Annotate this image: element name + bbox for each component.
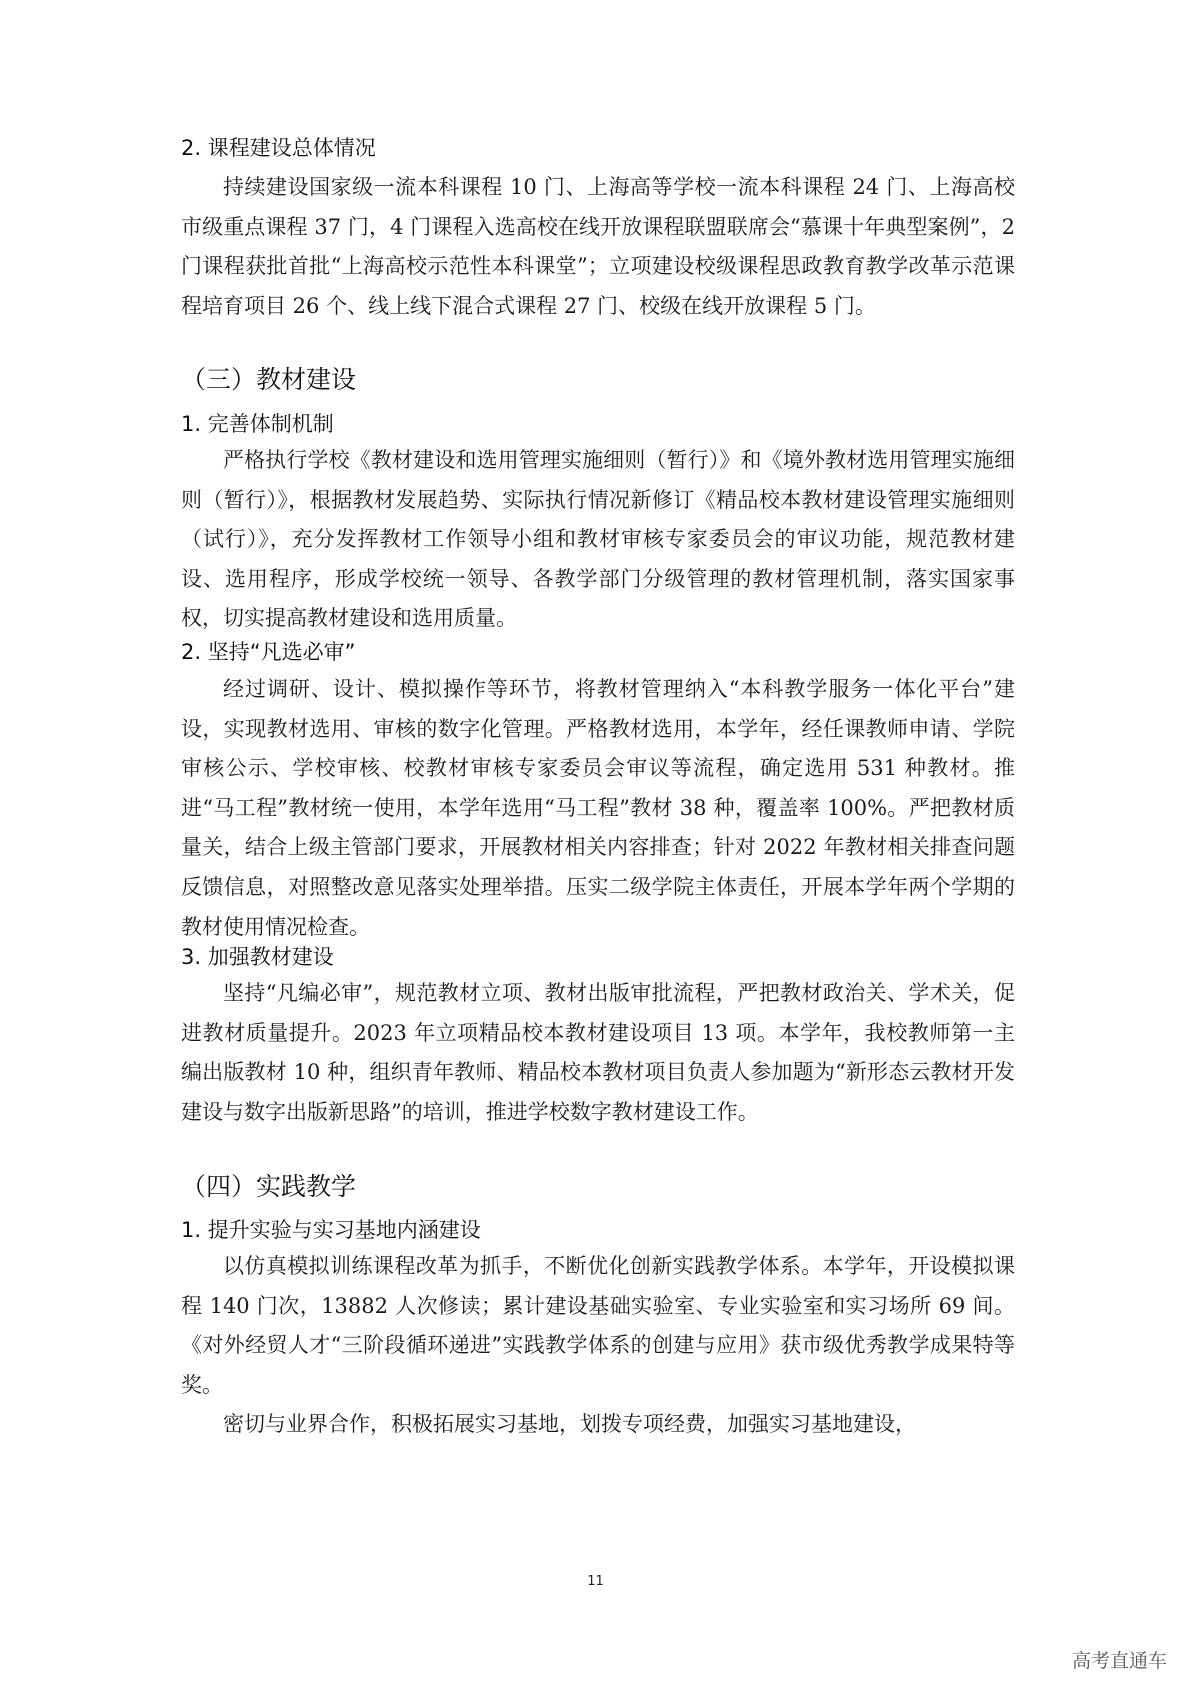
subsection-heading-strengthen: 3. 加强教材建设	[181, 945, 334, 969]
page-number: 11	[587, 1574, 604, 1589]
subsection-heading-course-overall: 2. 课程建设总体情况	[181, 136, 376, 160]
subsection-heading-system: 1. 完善体制机制	[181, 412, 334, 436]
paragraph-lab: 以仿真模拟训练课程改革为抓手，不断优化创新实践教学体系。本学年，开设模拟课程 140 门次，13882 人次修读；累计建设基础实验室、专业实验室和实习场所 69 间。《对外经贸人才“三阶段循环递进”实践教学体系的创建与应用》获市级优秀教学成果特等奖。	[181, 1254, 1015, 1397]
subsection-heading-review: 2. 坚持“凡选必审”	[181, 640, 356, 664]
paragraph-strengthen: 坚持“凡编必审”，规范教材立项、教材出版审批流程，严把教材政治关、学术关，促进教材质量提升。2023 年立项精品校本教材建设项目 13 项。本学年，我校教师第一主编出版教材 10 种，组织青年教师、精品校本教材项目负责人参加题为“新形态云教材开发建设与数字出版新思路”的培训，推进学校数字教材建设工作。	[181, 981, 1015, 1124]
paragraph-internship: 密切与业界合作，积极拓展实习基地，划拨专项经费，加强实习基地建设，	[223, 1412, 916, 1436]
section-heading-textbook: （三）教材建设	[181, 365, 357, 394]
section-heading-practice: （四）实践教学	[181, 1172, 357, 1201]
subsection-heading-lab: 1. 提升实验与实习基地内涵建设	[181, 1218, 481, 1242]
paragraph-course-overall: 持续建设国家级一流本科课程 10 门、上海高等学校一流本科课程 24 门、上海高校市级重点课程 37 门，4 门课程入选高校在线开放课程联盟联席会“慕课十年典型案例”，2 门课程获批首批“上海高校示范性本科课堂”；立项建设校级课程思政教育教学改革示范课程培育项目 26 个、线上线下混合式课程 27 门、校级在线开放课程 5 门。	[181, 175, 1015, 318]
paragraph-review: 经过调研、设计、模拟操作等环节，将教材管理纳入“本科教学服务一体化平台”建设，实现教材选用、审核的数字化管理。严格教材选用，本学年，经任课教师申请、学院审核公示、学校审核、校教材审核专家委员会审议等流程，确定选用 531 种教材。推进“马工程”教材统一使用，本学年选用“马工程”教材 38 种，覆盖率 100%。严把教材质量关，结合上级主管部门要求，开展教材相关内容排查；针对 2022 年教材相关排查问题反馈信息，对照整改意见落实处理举措。压实二级学院主体责任，开展本学年两个学期的教材使用情况检查。	[181, 677, 1015, 939]
paragraph-system: 严格执行学校《教材建设和选用管理实施细则（暂行）》和《境外教材选用管理实施细则（暂行）》，根据教材发展趋势、实际执行情况新修订《精品校本教材建设管理实施细则（试行）》，充分发挥教材工作领导小组和教材审核专家委员会的审议功能，规范教材建设、选用程序，形成学校统一领导、各教学部门分级管理的教材管理机制，落实国家事权，切实提高教材建设和选用质量。	[181, 448, 1015, 631]
watermark: 高考直通车	[1071, 1650, 1167, 1672]
